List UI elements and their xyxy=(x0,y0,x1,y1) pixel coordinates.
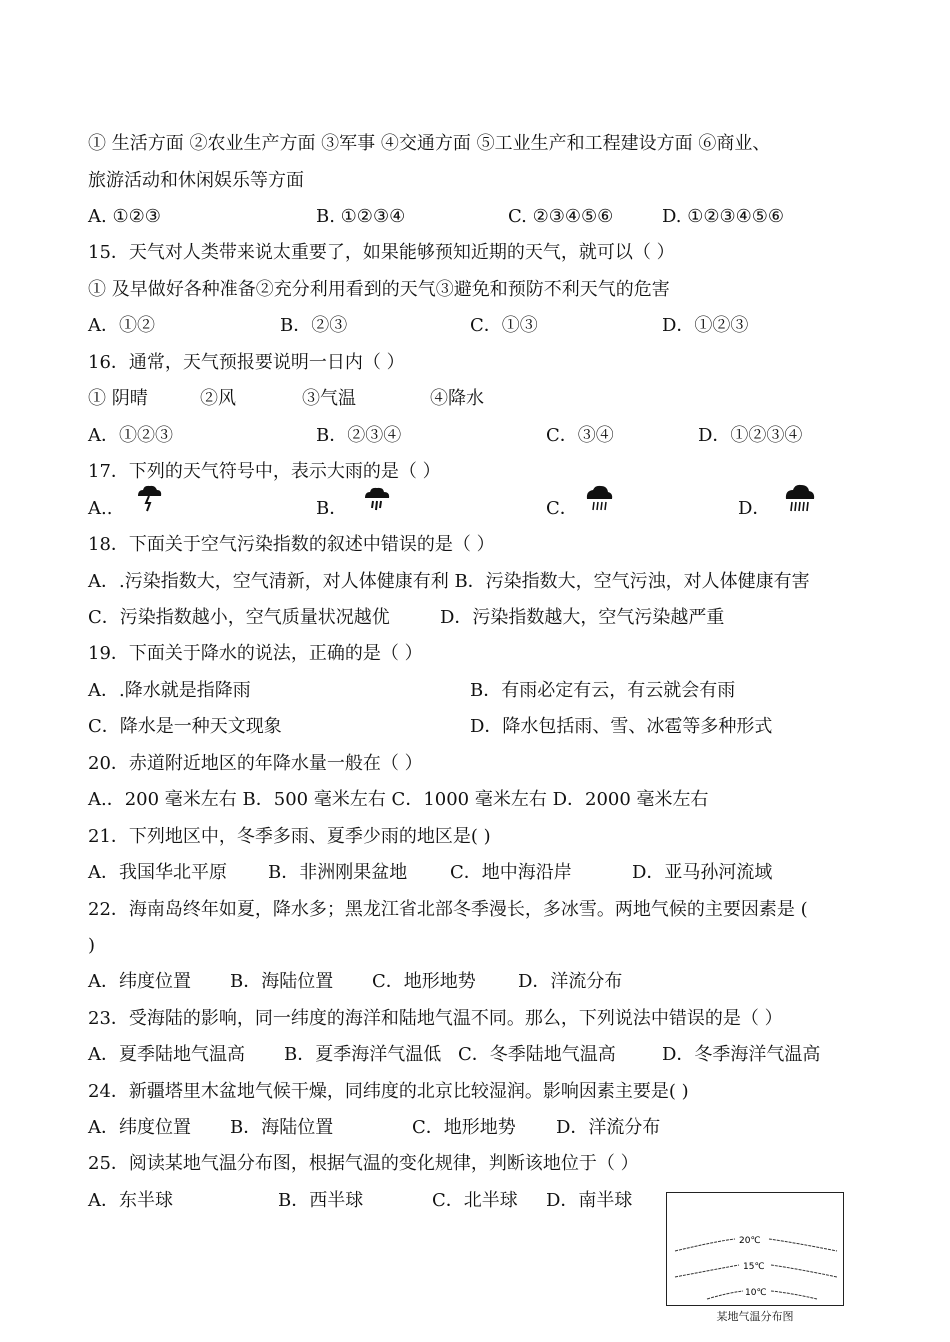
q22-stem-cont: ) xyxy=(88,935,96,956)
q21-option-c: C．地中海沿岸 xyxy=(450,862,572,883)
q25-stem: 25．阅读某地气温分布图，根据气温的变化规律，判断该地位于（ ） xyxy=(88,1153,639,1174)
isotherm-map xyxy=(667,1193,843,1305)
q17-stem: 17．下列的天气符号中，表示大雨的是（ ） xyxy=(88,461,441,482)
q19-option-d: D．降水包括雨、雪、冰雹等多种形式 xyxy=(470,716,773,737)
q21-option-d: D．亚马孙河流域 xyxy=(632,862,773,883)
q16-item-4: ④降水 xyxy=(430,388,484,409)
q15-option-c: C．①③ xyxy=(470,315,538,336)
q17-option-a: A.. xyxy=(88,498,113,519)
q17-option-c: C． xyxy=(546,498,578,519)
q24-option-c: C．地形地势 xyxy=(412,1117,516,1138)
q16-option-d: D．①②③④ xyxy=(698,425,803,446)
q24-option-d: D．洋流分布 xyxy=(556,1117,661,1138)
q16-stem: 16．通常，天气预报要说明一日内（ ） xyxy=(88,352,405,373)
q14-choices: ① 生活方面 ②农业生产方面 ③军事 ④交通方面 ⑤工业生产和工程建设方面 ⑥商业、 xyxy=(88,133,771,154)
q25-option-c: C．北半球 xyxy=(432,1190,518,1211)
q19-option-b: B．有雨必定有云，有云就会有雨 xyxy=(470,680,736,701)
q21-option-a: A．我国华北平原 xyxy=(88,862,227,883)
q19-stem: 19．下面关于降水的说法，正确的是（ ） xyxy=(88,643,423,664)
isotherm-label-10: 10℃ xyxy=(745,1288,767,1298)
q24-option-a: A．纬度位置 xyxy=(88,1117,191,1138)
q22-option-a: A．纬度位置 xyxy=(88,971,191,992)
q14-option-b: B. ①②③④ xyxy=(316,206,406,227)
q25-option-b: B．西半球 xyxy=(278,1190,364,1211)
q18-option-d: D．污染指数越大，空气污染越严重 xyxy=(440,607,725,628)
q16-item-3: ③气温 xyxy=(302,388,356,409)
q15-option-d: D．①②③ xyxy=(662,315,749,336)
q19-option-c: C．降水是一种天文现象 xyxy=(88,716,282,737)
q23-option-d: D．冬季海洋气温高 xyxy=(662,1044,821,1065)
q14-option-d: D. ①②③④⑤⑥ xyxy=(662,206,785,227)
q20-stem: 20．赤道附近地区的年降水量一般在（ ） xyxy=(88,753,423,774)
q14-option-c: C. ②③④⑤⑥ xyxy=(508,206,614,227)
q14-option-a: A. ①②③ xyxy=(88,206,161,227)
isotherm-label-20: 20℃ xyxy=(739,1236,761,1246)
q25-option-d: D．南半球 xyxy=(546,1190,633,1211)
q21-option-b: B．非洲刚果盆地 xyxy=(268,862,408,883)
q24-stem: 24．新疆塔里木盆地气候干燥，同纬度的北京比较湿润。影响因素主要是( ) xyxy=(88,1081,689,1102)
q22-stem: 22．海南岛终年如夏，降水多；黑龙江省北部冬季漫长，多冰雪。两地气候的主要因素是 ( xyxy=(88,899,808,920)
q15-stem: 15．天气对人类带来说太重要了，如果能够预知近期的天气，就可以（ ） xyxy=(88,242,675,263)
q22-option-c: C．地形地势 xyxy=(372,971,476,992)
q16-item-1: ① 阴晴 xyxy=(88,388,148,409)
q22-option-d: D．洋流分布 xyxy=(518,971,623,992)
q21-stem: 21．下列地区中，冬季多雨、夏季少雨的地区是( ) xyxy=(88,826,491,847)
q15-choices: ① 及早做好各种准备②充分利用看到的天气③避免和预防不利天气的危害 xyxy=(88,279,670,300)
q24-option-b: B．海陆位置 xyxy=(230,1117,334,1138)
q17-option-d: D． xyxy=(738,498,771,519)
q14-choices-cont: 旅游活动和休闲娱乐等方面 xyxy=(88,170,304,191)
q18-options-ab: A．.污染指数大，空气清新，对人体健康有利 B．污染指数大，空气污浊，对人体健康有害 xyxy=(88,571,810,592)
q15-option-a: A．①② xyxy=(88,315,155,336)
isotherm-label-15: 15℃ xyxy=(743,1262,765,1272)
q20-options: A.．200 毫米左右 B．500 毫米左右 C．1000 毫米左右 D．2000 毫米左右 xyxy=(88,789,709,810)
q16-option-a: A．①②③ xyxy=(88,425,173,446)
heavy-rain-icon xyxy=(362,486,392,514)
q18-stem: 18．下面关于空气污染指数的叙述中错误的是（ ） xyxy=(88,534,495,555)
rainstorm-icon xyxy=(784,484,816,514)
q23-stem: 23．受海陆的影响，同一纬度的海洋和陆地气温不同。那么，下列说法中错误的是（ ） xyxy=(88,1008,783,1029)
moderate-rain-icon xyxy=(584,484,614,514)
temperature-distribution-figure xyxy=(666,1192,844,1306)
q16-option-b: B．②③④ xyxy=(316,425,402,446)
q16-item-2: ②风 xyxy=(200,388,236,409)
q23-option-c: C．冬季陆地气温高 xyxy=(458,1044,616,1065)
q25-option-a: A．东半球 xyxy=(88,1190,173,1211)
figure-caption: 某地气温分布图 xyxy=(716,1310,794,1323)
q17-option-b: B． xyxy=(316,498,348,519)
q23-option-b: B．夏季海洋气温低 xyxy=(284,1044,442,1065)
q15-option-b: B．②③ xyxy=(280,315,348,336)
q23-option-a: A．夏季陆地气温高 xyxy=(88,1044,245,1065)
q18-option-c: C．污染指数越小，空气质量状况越优 xyxy=(88,607,390,628)
q22-option-b: B．海陆位置 xyxy=(230,971,334,992)
thunderstorm-icon xyxy=(134,484,164,512)
q19-option-a: A．.降水就是指降雨 xyxy=(88,680,251,701)
q16-option-c: C．③④ xyxy=(546,425,614,446)
